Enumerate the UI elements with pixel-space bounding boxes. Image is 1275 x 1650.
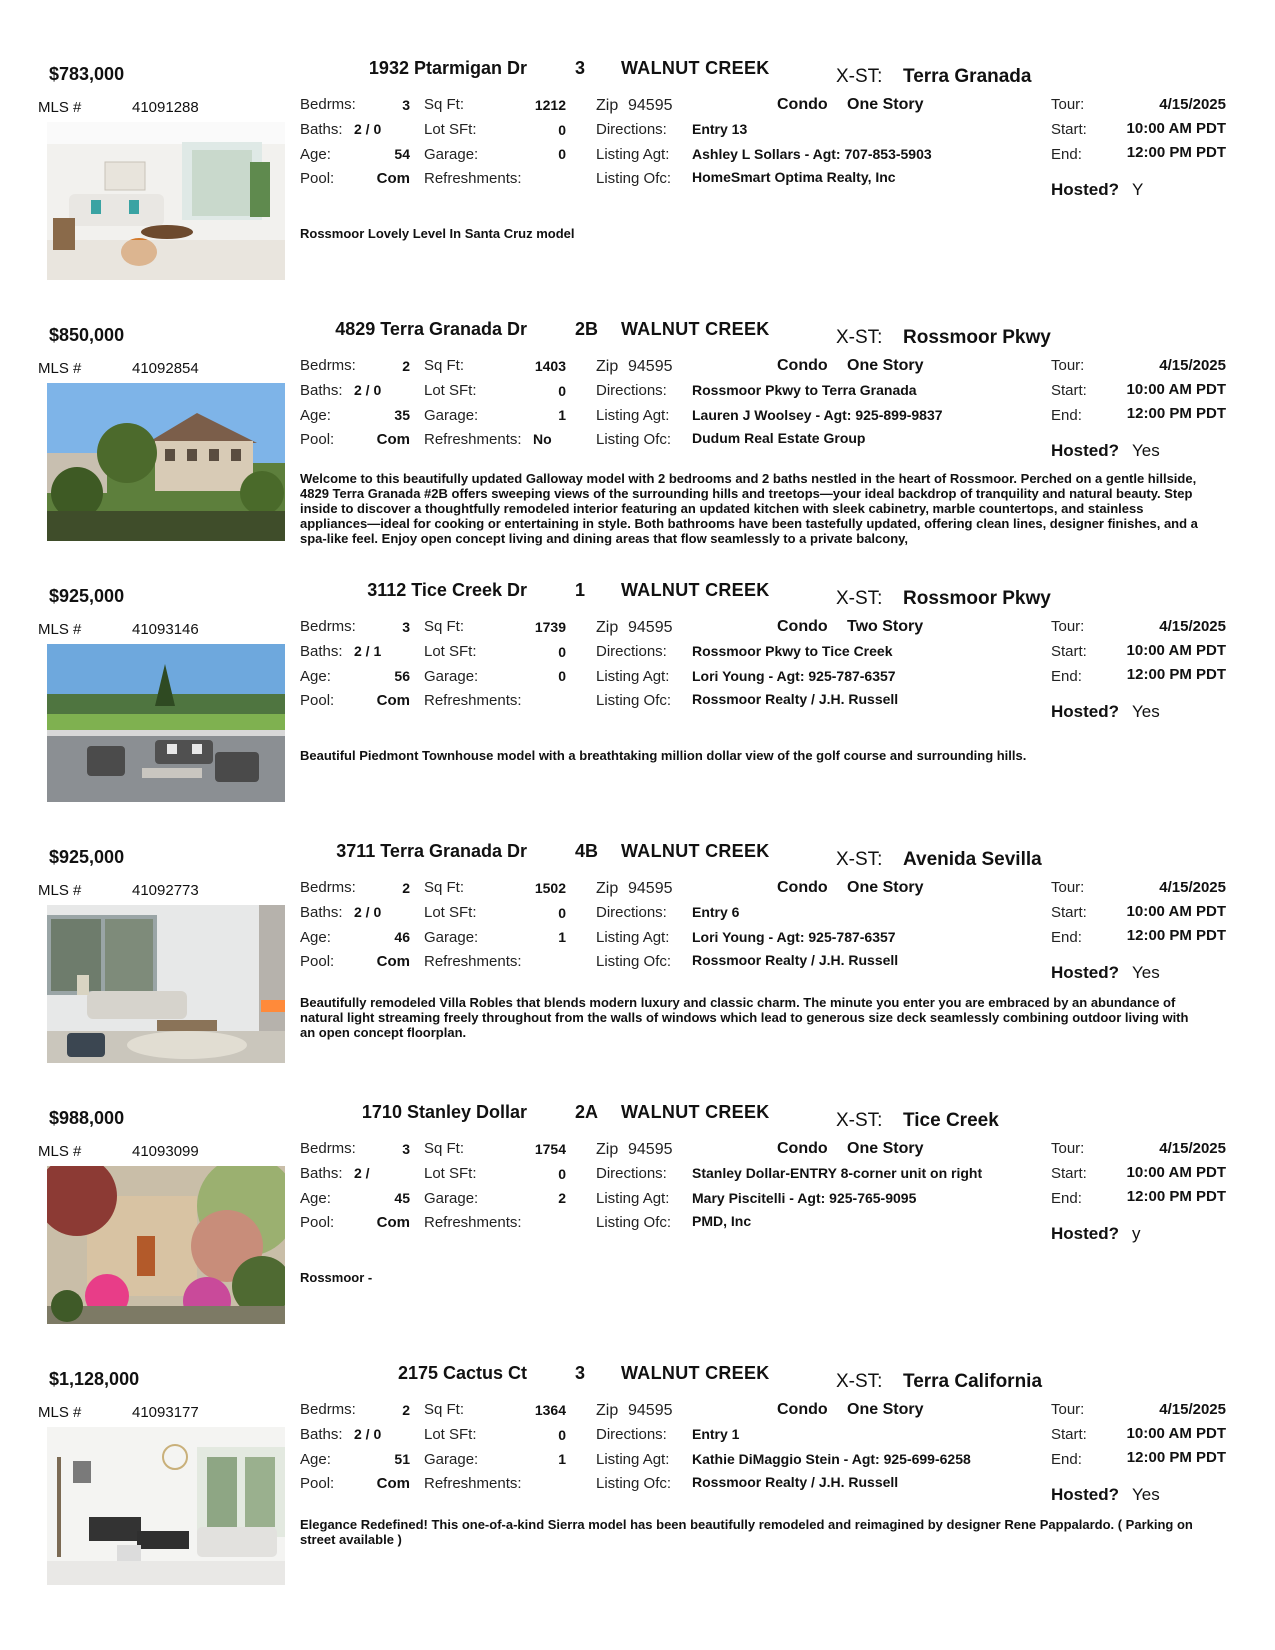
lot-sqft-label: Lot SFt: <box>424 643 477 660</box>
directions-value: Entry 6 <box>692 904 740 920</box>
age-label: Age: <box>300 668 331 685</box>
listing-city: WALNUT CREEK <box>621 58 770 78</box>
age-label: Age: <box>300 146 331 163</box>
end-label: End: <box>1051 1451 1082 1468</box>
tour-label: Tour: <box>1051 618 1085 635</box>
start-time: 10:00 AM PDT <box>1126 1164 1226 1181</box>
listing-office-value: PMD, Inc <box>692 1213 752 1229</box>
listing-description: Beautiful Piedmont Townhouse model with a breathtaking million dollar view of the golf course and surrounding hills. <box>300 748 1027 763</box>
baths-value: 2 / 0 <box>354 1426 382 1442</box>
garage-label: Garage: <box>424 668 479 685</box>
sqft-value: 1403 <box>534 358 566 374</box>
zip-value: 94595 <box>628 1141 673 1158</box>
bedrooms-label: Bedrms: <box>300 1401 356 1418</box>
tour-label: Tour: <box>1051 96 1085 113</box>
hosted-label: Hosted? <box>1051 963 1119 982</box>
listing-photo <box>47 122 285 280</box>
age-label: Age: <box>300 1451 331 1468</box>
mls-label: MLS # <box>38 621 82 638</box>
zip-value: 94595 <box>628 1402 673 1419</box>
pool-label: Pool: <box>300 1475 335 1492</box>
tour-label: Tour: <box>1051 1401 1085 1418</box>
listing-card <box>0 319 1275 581</box>
tour-date: 4/15/2025 <box>1159 1401 1226 1418</box>
pool-value: Com <box>376 431 410 448</box>
listing-office-label: Listing Ofc: <box>596 953 672 970</box>
refreshments-label: Refreshments: <box>424 692 522 709</box>
end-time: 12:00 PM PDT <box>1126 405 1226 422</box>
directions-value: Entry 1 <box>692 1426 740 1442</box>
listing-agent-value: Lauren J Woolsey - Agt: 925-899-9837 <box>692 407 943 423</box>
age-value: 51 <box>394 1451 410 1467</box>
listing-office-label: Listing Ofc: <box>596 1214 672 1231</box>
start-time: 10:00 AM PDT <box>1126 1425 1226 1442</box>
hosted-label: Hosted? <box>1051 180 1119 199</box>
lot-sqft-label: Lot SFt: <box>424 1165 477 1182</box>
property-type: Condo <box>777 357 828 374</box>
sqft-value: 1212 <box>534 97 566 113</box>
listing-agent-label: Listing Agt: <box>596 929 670 946</box>
cross-street-label: X-ST: <box>836 327 883 348</box>
listing-card <box>0 1102 1275 1364</box>
listing-price: $783,000 <box>49 64 125 84</box>
end-label: End: <box>1051 1190 1082 1207</box>
end-time: 12:00 PM PDT <box>1126 666 1226 683</box>
story-count: One Story <box>847 1140 924 1157</box>
age-value: 56 <box>394 668 410 684</box>
listing-photo <box>47 1166 285 1324</box>
bedrooms-value: 3 <box>402 97 410 113</box>
refreshments-label: Refreshments: <box>424 431 522 448</box>
listing-agent-label: Listing Agt: <box>596 1451 670 1468</box>
directions-label: Directions: <box>596 121 667 138</box>
start-label: Start: <box>1051 1165 1087 1182</box>
mls-label: MLS # <box>38 1404 82 1421</box>
garage-label: Garage: <box>424 1190 479 1207</box>
listing-agent-value: Lori Young - Agt: 925-787-6357 <box>692 668 896 684</box>
end-label: End: <box>1051 146 1082 163</box>
directions-label: Directions: <box>596 1165 667 1182</box>
sqft-value: 1754 <box>534 1141 566 1157</box>
age-label: Age: <box>300 929 331 946</box>
lot-sqft-label: Lot SFt: <box>424 382 477 399</box>
garage-value: 0 <box>558 146 566 162</box>
cross-street-label: X-ST: <box>836 1110 883 1131</box>
mls-number: 41093146 <box>132 621 199 638</box>
age-value: 54 <box>394 146 410 162</box>
mls-label: MLS # <box>38 882 82 899</box>
tour-label: Tour: <box>1051 357 1085 374</box>
baths-label: Baths: <box>300 382 343 399</box>
cross-street-value: Terra California <box>903 1371 1043 1392</box>
end-time: 12:00 PM PDT <box>1126 1188 1226 1205</box>
refreshments-value: No <box>533 431 552 447</box>
listing-city: WALNUT CREEK <box>621 841 770 861</box>
listing-card <box>0 1363 1275 1625</box>
start-label: Start: <box>1051 904 1087 921</box>
bedrooms-value: 3 <box>402 1141 410 1157</box>
lot-sqft-label: Lot SFt: <box>424 121 477 138</box>
age-value: 45 <box>394 1190 410 1206</box>
baths-label: Baths: <box>300 121 343 138</box>
listing-office-value: Rossmoor Realty / J.H. Russell <box>692 952 899 968</box>
listing-card <box>0 580 1275 842</box>
directions-label: Directions: <box>596 643 667 660</box>
cross-street-label: X-ST: <box>836 1371 883 1392</box>
zip-label: Zip <box>596 1402 619 1419</box>
listing-agent-label: Listing Agt: <box>596 668 670 685</box>
listing-address: 3711 Terra Granada Dr <box>336 841 527 861</box>
listing-photo <box>47 905 285 1063</box>
end-label: End: <box>1051 929 1082 946</box>
bedrooms-value: 3 <box>402 619 410 635</box>
zip-value: 94595 <box>628 880 673 897</box>
listing-agent-label: Listing Agt: <box>596 1190 670 1207</box>
refreshments-label: Refreshments: <box>424 1214 522 1231</box>
listing-unit: 2A <box>575 1102 599 1122</box>
lot-sqft-value: 0 <box>558 383 566 399</box>
start-time: 10:00 AM PDT <box>1126 381 1226 398</box>
cross-street-label: X-ST: <box>836 849 883 870</box>
sqft-label: Sq Ft: <box>424 1401 465 1418</box>
start-label: Start: <box>1051 121 1087 138</box>
garage-label: Garage: <box>424 929 479 946</box>
zip-value: 94595 <box>628 358 673 375</box>
listing-unit: 2B <box>575 319 599 339</box>
listing-photo <box>47 644 285 802</box>
tour-label: Tour: <box>1051 1140 1085 1157</box>
bedrooms-label: Bedrms: <box>300 1140 356 1157</box>
pool-value: Com <box>376 170 410 187</box>
hosted-value: Y <box>1132 180 1144 199</box>
lot-sqft-value: 0 <box>558 1427 566 1443</box>
directions-label: Directions: <box>596 904 667 921</box>
baths-label: Baths: <box>300 904 343 921</box>
zip-label: Zip <box>596 880 619 897</box>
cross-street-label: X-ST: <box>836 588 883 609</box>
garage-label: Garage: <box>424 146 479 163</box>
listing-agent-value: Lori Young - Agt: 925-787-6357 <box>692 929 896 945</box>
sqft-label: Sq Ft: <box>424 357 465 374</box>
story-count: Two Story <box>847 618 924 635</box>
hosted-value: Yes <box>1132 441 1160 460</box>
lot-sqft-value: 0 <box>558 644 566 660</box>
baths-value: 2 / 0 <box>354 904 382 920</box>
hosted-label: Hosted? <box>1051 1485 1119 1504</box>
zip-label: Zip <box>596 97 619 114</box>
listing-agent-value: Ashley L Sollars - Agt: 707-853-5903 <box>692 146 932 162</box>
sqft-label: Sq Ft: <box>424 96 465 113</box>
story-count: One Story <box>847 1401 924 1418</box>
garage-value: 1 <box>558 929 566 945</box>
pool-value: Com <box>376 1475 410 1492</box>
bedrooms-label: Bedrms: <box>300 357 356 374</box>
listing-office-value: HomeSmart Optima Realty, Inc <box>692 169 896 185</box>
listing-office-value: Dudum Real Estate Group <box>692 430 866 446</box>
sqft-value: 1364 <box>534 1402 566 1418</box>
garage-label: Garage: <box>424 407 479 424</box>
listing-address: 2175 Cactus Ct <box>397 1363 527 1383</box>
listing-price: $1,128,000 <box>49 1369 140 1389</box>
sqft-value: 1739 <box>534 619 566 635</box>
property-type: Condo <box>777 1140 828 1157</box>
hosted-label: Hosted? <box>1051 441 1119 460</box>
listing-card <box>0 58 1275 320</box>
listing-description: Rossmoor - <box>300 1270 373 1285</box>
listing-unit: 4B <box>575 841 599 861</box>
directions-value: Entry 13 <box>692 121 748 137</box>
pool-value: Com <box>376 953 410 970</box>
age-value: 35 <box>394 407 410 423</box>
lot-sqft-value: 0 <box>558 905 566 921</box>
end-time: 12:00 PM PDT <box>1126 1449 1226 1466</box>
start-time: 10:00 AM PDT <box>1126 642 1226 659</box>
listing-description: Rossmoor Lovely Level In Santa Cruz model <box>300 226 575 241</box>
mls-number: 41092773 <box>132 882 199 899</box>
listing-price: $988,000 <box>49 1108 125 1128</box>
sqft-label: Sq Ft: <box>424 618 465 635</box>
tour-label: Tour: <box>1051 879 1085 896</box>
baths-label: Baths: <box>300 1165 343 1182</box>
zip-value: 94595 <box>628 97 673 114</box>
pool-value: Com <box>376 1214 410 1231</box>
listing-card <box>0 841 1275 1103</box>
listing-city: WALNUT CREEK <box>621 580 770 600</box>
listing-office-label: Listing Ofc: <box>596 692 672 709</box>
listing-address: 4829 Terra Granada Dr <box>335 319 527 339</box>
garage-value: 1 <box>558 407 566 423</box>
listing-office-label: Listing Ofc: <box>596 170 672 187</box>
refreshments-label: Refreshments: <box>424 953 522 970</box>
lot-sqft-value: 0 <box>558 122 566 138</box>
listing-office-label: Listing Ofc: <box>596 1475 672 1492</box>
bedrooms-value: 2 <box>402 1402 410 1418</box>
hosted-value: Yes <box>1132 963 1160 982</box>
garage-value: 0 <box>558 668 566 684</box>
directions-value: Rossmoor Pkwy to Tice Creek <box>692 643 893 659</box>
property-type: Condo <box>777 96 828 113</box>
pool-label: Pool: <box>300 1214 335 1231</box>
listing-address: 1932 Ptarmigan Dr <box>368 58 527 78</box>
sqft-value: 1502 <box>534 880 566 896</box>
start-label: Start: <box>1051 643 1087 660</box>
story-count: One Story <box>847 96 924 113</box>
lot-sqft-label: Lot SFt: <box>424 1426 477 1443</box>
tour-date: 4/15/2025 <box>1159 879 1226 896</box>
cross-street-value: Terra Granada <box>903 66 1032 87</box>
cross-street-label: X-ST: <box>836 66 883 87</box>
tour-date: 4/15/2025 <box>1159 96 1226 113</box>
mls-label: MLS # <box>38 1143 82 1160</box>
zip-value: 94595 <box>628 619 673 636</box>
hosted-label: Hosted? <box>1051 1224 1119 1243</box>
listing-address: 3112 Tice Creek Dr <box>367 580 527 600</box>
age-value: 46 <box>394 929 410 945</box>
listing-office-value: Rossmoor Realty / J.H. Russell <box>692 1474 899 1490</box>
hosted-value: Yes <box>1132 1485 1160 1504</box>
garage-value: 2 <box>558 1190 566 1206</box>
listing-photo <box>47 1427 285 1585</box>
listing-unit: 1 <box>575 580 586 600</box>
sqft-label: Sq Ft: <box>424 879 465 896</box>
directions-value: Stanley Dollar-ENTRY 8-corner unit on right <box>692 1165 983 1181</box>
garage-value: 1 <box>558 1451 566 1467</box>
tour-date: 4/15/2025 <box>1159 618 1226 635</box>
bedrooms-value: 2 <box>402 358 410 374</box>
cross-street-value: Tice Creek <box>903 1110 999 1131</box>
property-type: Condo <box>777 618 828 635</box>
pool-label: Pool: <box>300 431 335 448</box>
pool-value: Com <box>376 692 410 709</box>
directions-value: Rossmoor Pkwy to Terra Granada <box>692 382 917 398</box>
listing-price: $925,000 <box>49 586 125 606</box>
hosted-value: y <box>1132 1224 1141 1243</box>
listing-unit: 3 <box>575 1363 586 1383</box>
mls-label: MLS # <box>38 99 82 116</box>
listing-city: WALNUT CREEK <box>621 1102 770 1122</box>
baths-value: 2 / <box>354 1165 370 1181</box>
listing-unit: 3 <box>575 58 586 78</box>
age-label: Age: <box>300 1190 331 1207</box>
listing-agent-value: Mary Piscitelli - Agt: 925-765-9095 <box>692 1190 917 1206</box>
baths-value: 2 / 1 <box>354 643 382 659</box>
listing-city: WALNUT CREEK <box>621 1363 770 1383</box>
garage-label: Garage: <box>424 1451 479 1468</box>
end-label: End: <box>1051 668 1082 685</box>
listing-agent-label: Listing Agt: <box>596 407 670 424</box>
refreshments-label: Refreshments: <box>424 170 522 187</box>
property-type: Condo <box>777 1401 828 1418</box>
hosted-label: Hosted? <box>1051 702 1119 721</box>
listing-agent-label: Listing Agt: <box>596 146 670 163</box>
mls-label: MLS # <box>38 360 82 377</box>
bedrooms-value: 2 <box>402 880 410 896</box>
zip-label: Zip <box>596 358 619 375</box>
start-time: 10:00 AM PDT <box>1126 903 1226 920</box>
baths-label: Baths: <box>300 1426 343 1443</box>
end-time: 12:00 PM PDT <box>1126 144 1226 161</box>
lot-sqft-value: 0 <box>558 1166 566 1182</box>
story-count: One Story <box>847 879 924 896</box>
property-type: Condo <box>777 879 828 896</box>
mls-number: 41091288 <box>132 99 199 116</box>
listing-photo <box>47 383 285 541</box>
story-count: One Story <box>847 357 924 374</box>
listing-description: Elegance Redefined! This one-of-a-kind Sierra model has been beautifully remodeled and reimagined by designer Rene Pappalardo. ( Parking on street available ) <box>300 1517 1193 1547</box>
directions-label: Directions: <box>596 382 667 399</box>
start-label: Start: <box>1051 382 1087 399</box>
cross-street-value: Rossmoor Pkwy <box>903 327 1051 348</box>
listing-city: WALNUT CREEK <box>621 319 770 339</box>
refreshments-label: Refreshments: <box>424 1475 522 1492</box>
listing-price: $850,000 <box>49 325 125 345</box>
bedrooms-label: Bedrms: <box>300 96 356 113</box>
bedrooms-label: Bedrms: <box>300 879 356 896</box>
end-label: End: <box>1051 407 1082 424</box>
pool-label: Pool: <box>300 170 335 187</box>
mls-number: 41093177 <box>132 1404 199 1421</box>
mls-number: 41093099 <box>132 1143 199 1160</box>
listing-office-value: Rossmoor Realty / J.H. Russell <box>692 691 899 707</box>
baths-value: 2 / 0 <box>354 121 382 137</box>
start-time: 10:00 AM PDT <box>1126 120 1226 137</box>
lot-sqft-label: Lot SFt: <box>424 904 477 921</box>
zip-label: Zip <box>596 619 619 636</box>
pool-label: Pool: <box>300 953 335 970</box>
age-label: Age: <box>300 407 331 424</box>
directions-label: Directions: <box>596 1426 667 1443</box>
listing-agent-value: Kathie DiMaggio Stein - Agt: 925-699-6258 <box>692 1451 971 1467</box>
end-time: 12:00 PM PDT <box>1126 927 1226 944</box>
pool-label: Pool: <box>300 692 335 709</box>
listing-address: 1710 Stanley Dollar <box>361 1102 527 1122</box>
listing-office-label: Listing Ofc: <box>596 431 672 448</box>
listing-price: $925,000 <box>49 847 125 867</box>
cross-street-value: Avenida Sevilla <box>903 849 1042 870</box>
tour-date: 4/15/2025 <box>1159 357 1226 374</box>
baths-value: 2 / 0 <box>354 382 382 398</box>
zip-label: Zip <box>596 1141 619 1158</box>
baths-label: Baths: <box>300 643 343 660</box>
cross-street-value: Rossmoor Pkwy <box>903 588 1051 609</box>
bedrooms-label: Bedrms: <box>300 618 356 635</box>
tour-date: 4/15/2025 <box>1159 1140 1226 1157</box>
listing-description: Welcome to this beautifully updated Galloway model with 2 bedrooms and 2 baths nestled in the heart of Rossmoor. Perched on a gentle hillside, 4829 Terra Granada #2B offers sweeping views of the surrounding hills and treetops—your ideal backdrop of tranquility and natural beauty. Step inside to discover a thoughtfully remodeled interior featuring an updated kitchen with sleek cabinetry, marble countertops, and stainless appliances—ideal for cooking or entertaining in style. Both bathrooms have been tastefully updated, offering clean lines, designer finishes, and a spa-like feel. Enjoy open concept living and dining areas that flow seamlessly to a private balcony, <box>300 471 1198 546</box>
listing-description: Beautifully remodeled Villa Robles that blends modern luxury and classic charm. The minute you enter you are embraced by an abundance of natural light streaming freely throughout from the walls of windows which lead to generous size deck seamlessly combining outdoor living with an open concept floorplan. <box>300 995 1189 1040</box>
mls-number: 41092854 <box>132 360 199 377</box>
hosted-value: Yes <box>1132 702 1160 721</box>
start-label: Start: <box>1051 1426 1087 1443</box>
sqft-label: Sq Ft: <box>424 1140 465 1157</box>
